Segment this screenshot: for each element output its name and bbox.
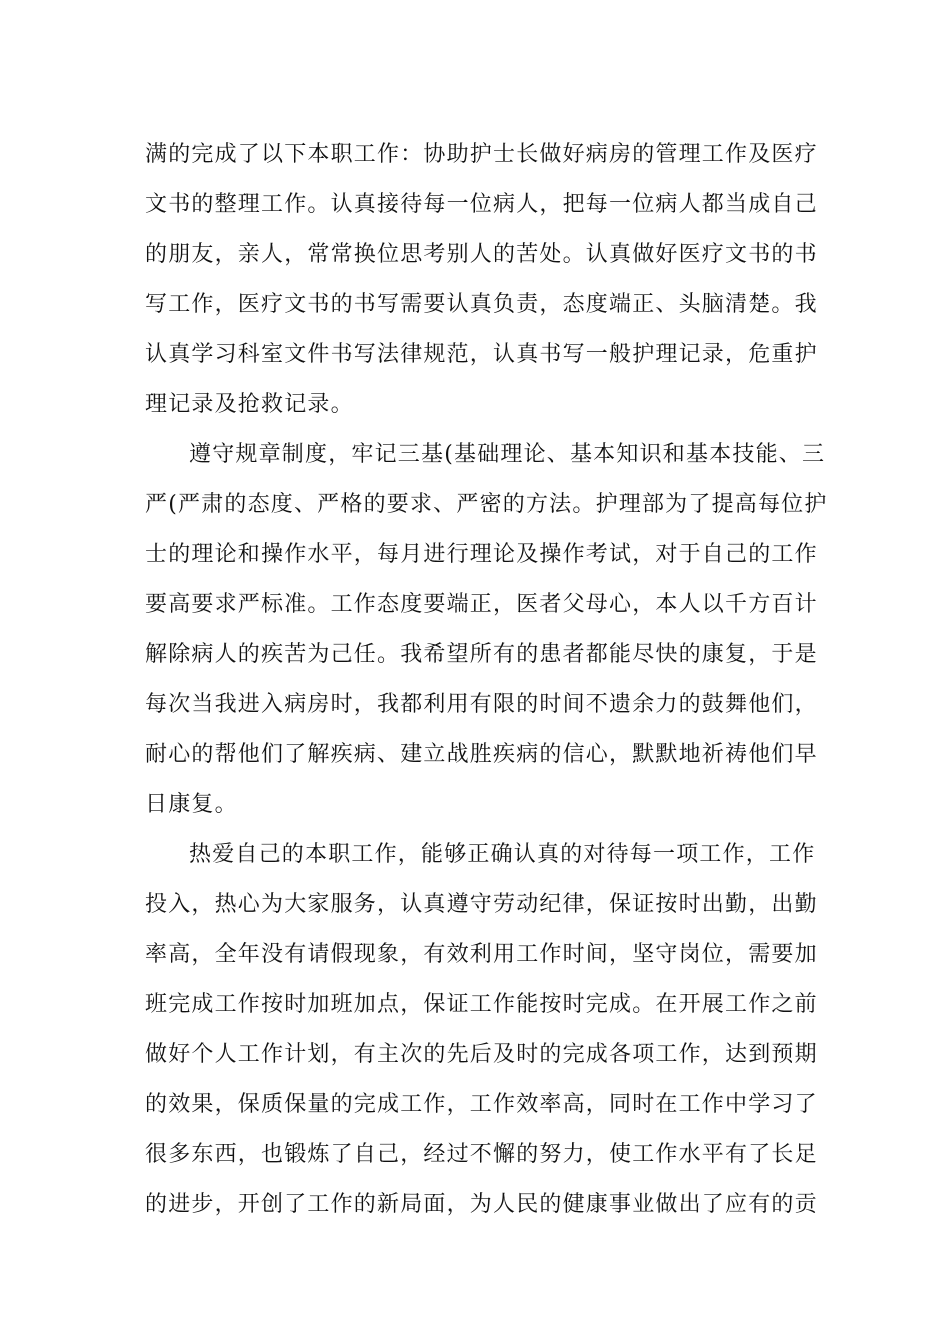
- text-line: 要高要求严标准。工作态度要端正，医者父母心，本人以千方百计: [145, 592, 818, 617]
- text-line: 做好个人工作计划，有主次的先后及时的完成各项工作，达到预期: [145, 1042, 818, 1067]
- text-line: 日康复。: [145, 792, 238, 817]
- paragraph-2: [145, 430, 828, 830]
- text-line: 的朋友，亲人，常常换位思考别人的苦处。认真做好医疗文书的书: [145, 242, 818, 267]
- text-line: 遵守规章制度，牢记三基(基础理论、基本知识和基本技能、三: [189, 442, 826, 467]
- text-line: 解除病人的疾苦为己任。我希望所有的患者都能尽快的康复，于是: [145, 642, 818, 667]
- text-line: 耐心的帮他们了解疾病、建立战胜疾病的信心，默默地祈祷他们早: [145, 742, 818, 767]
- text-line: 每次当我进入病房时，我都利用有限的时间不遗余力的鼓舞他们，: [145, 692, 818, 717]
- text-line: 理记录及抢救记录。: [145, 392, 354, 417]
- text-line: 班完成工作按时加班加点，保证工作能按时完成。在开展工作之前: [145, 992, 818, 1017]
- text-line: 热爱自己的本职工作，能够正确认真的对待每一项工作，工作: [189, 842, 816, 867]
- text-line: 投入，热心为大家服务，认真遵守劳动纪律，保证按时出勤，出勤: [145, 892, 818, 917]
- text-line: 的效果，保质保量的完成工作，工作效率高，同时在工作中学习了: [145, 1092, 818, 1117]
- paragraph-3: [145, 830, 818, 1230]
- text-line: 满的完成了以下本职工作：协助护士长做好病房的管理工作及医疗: [145, 142, 818, 167]
- text-line: 很多东西，也锻炼了自己，经过不懈的努力，使工作水平有了长足: [145, 1142, 818, 1167]
- text-line: 文书的整理工作。认真接待每一位病人，把每一位病人都当成自己: [145, 192, 818, 217]
- text-line: 严(严肃的态度、严格的要求、严密的方法。护理部为了提高每位护: [145, 492, 828, 517]
- document-body: [145, 130, 828, 1230]
- text-line: 的进步，开创了工作的新局面，为人民的健康事业做出了应有的贡: [145, 1192, 818, 1217]
- text-line: 率高，全年没有请假现象，有效利用工作时间，坚守岗位，需要加: [145, 942, 818, 967]
- paragraph-1: [145, 130, 818, 430]
- text-line: 写工作，医疗文书的书写需要认真负责，态度端正、头脑清楚。我: [145, 292, 818, 317]
- text-line: 士的理论和操作水平，每月进行理论及操作考试，对于自己的工作: [145, 542, 818, 567]
- text-line: 认真学习科室文件书写法律规范，认真书写一般护理记录，危重护: [145, 342, 818, 367]
